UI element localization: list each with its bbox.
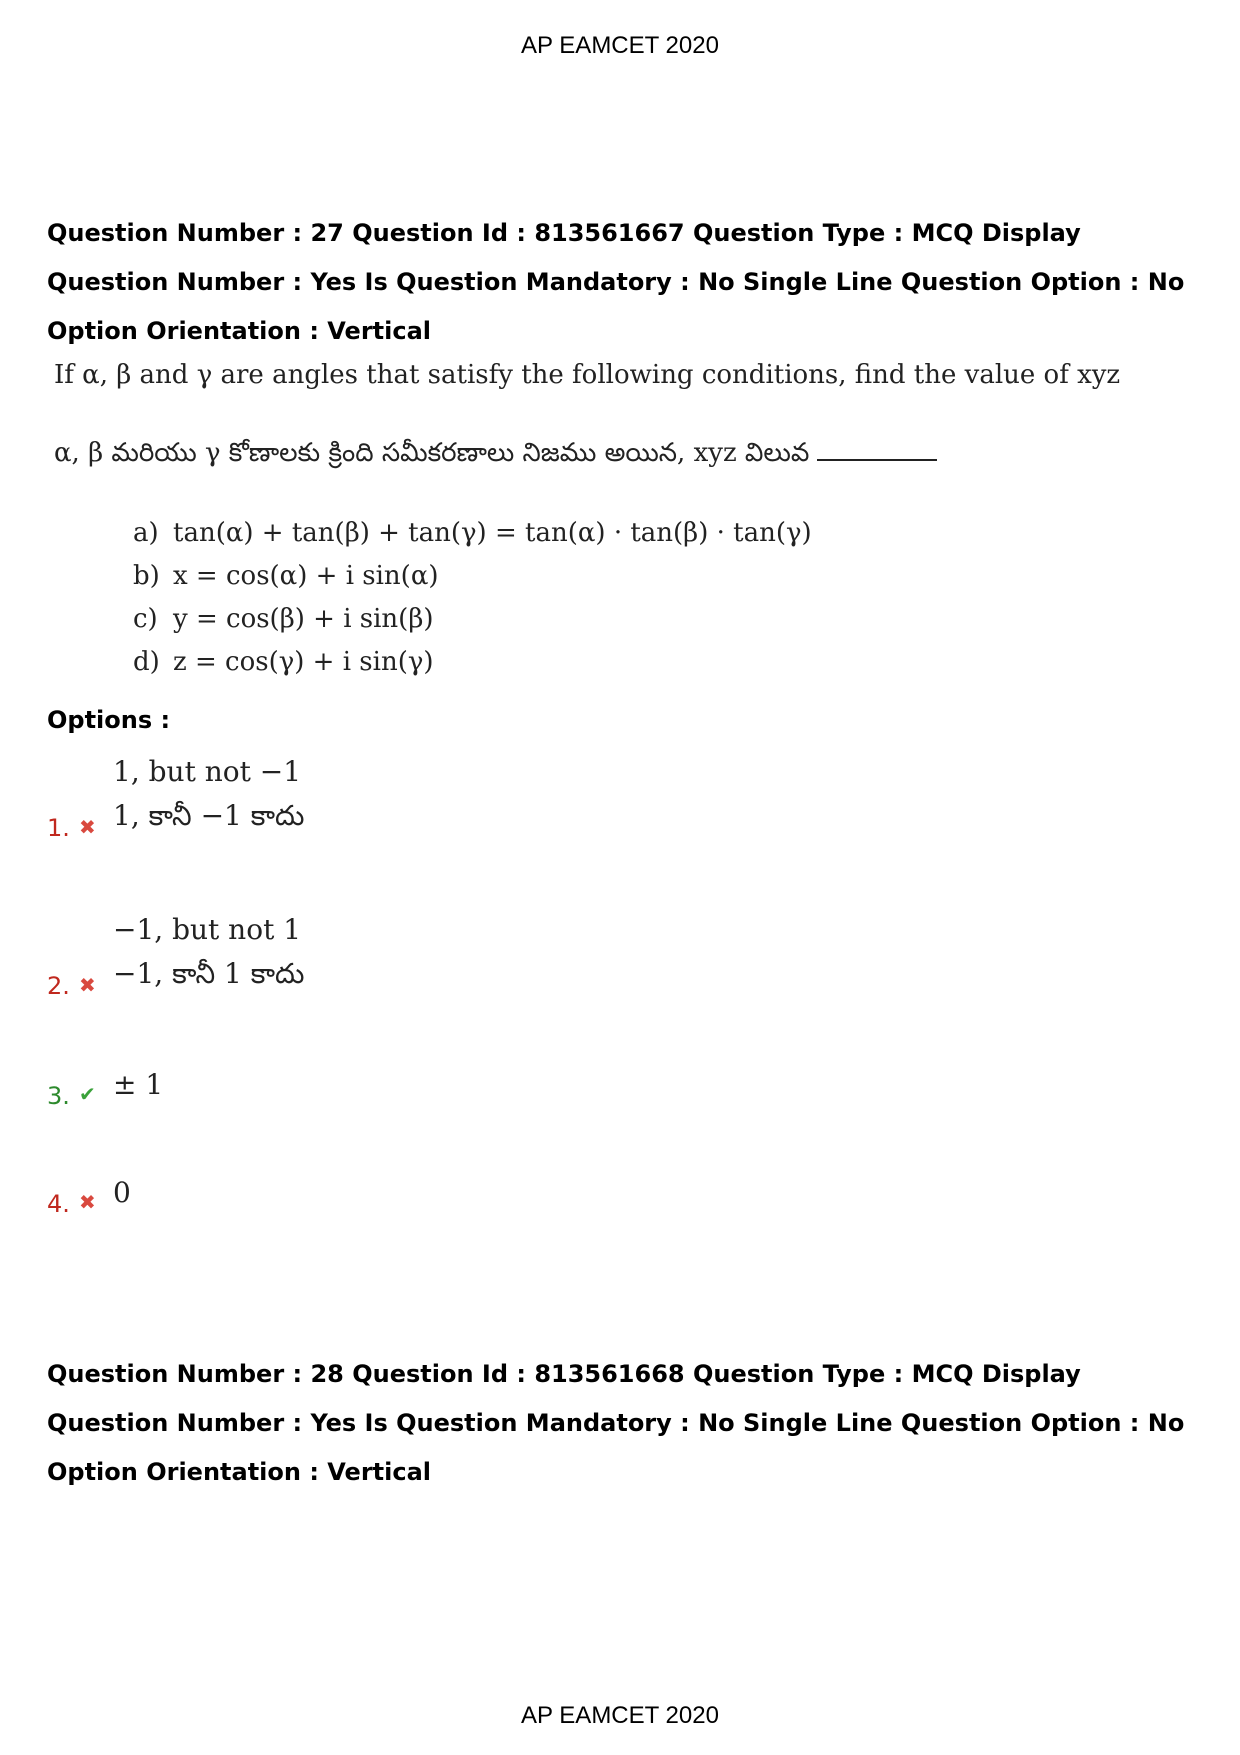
option-4-number: 4. [47, 1190, 70, 1218]
option-1-english: 1, but not −1 [113, 755, 302, 788]
condition-b [133, 555, 812, 598]
condition-text: y = cos(β) + i sin(β) [173, 604, 434, 634]
condition-letter: a) [133, 518, 159, 548]
question-27-conditions [133, 512, 812, 684]
option-2-english: −1, but not 1 [113, 913, 302, 946]
page-header: AP EAMCET 2020 [521, 32, 719, 59]
correct-mark-icon: ✔ [79, 1082, 96, 1106]
option-1-number: 1. [47, 814, 70, 842]
question-27-telugu-label: α, β మరియు γ కోణాలకు క్రింది సమీకరణాలు నిజము అయిన, xyz విలువ [54, 438, 810, 468]
option-2-number: 2. [47, 972, 70, 1000]
question-27-text-telugu [54, 438, 937, 474]
condition-a [133, 512, 812, 555]
wrong-mark-icon: ✖ [79, 1190, 96, 1214]
condition-text: tan(α) + tan(β) + tan(γ) = tan(α) · tan(β) · tan(γ) [173, 518, 812, 548]
condition-letter: b) [133, 561, 160, 591]
answer-blank [817, 458, 937, 461]
wrong-mark-icon: ✖ [79, 815, 96, 839]
condition-text: x = cos(α) + i sin(α) [173, 561, 439, 591]
condition-text: z = cos(γ) + i sin(γ) [173, 647, 434, 677]
option-3-english: ± 1 [113, 1068, 164, 1101]
options-label: Options : [47, 706, 171, 734]
condition-letter: d) [133, 647, 160, 677]
question-27-metadata: Question Number : 27 Question Id : 813561667 Question Type : MCQ Display Question Number : Yes Is Question Mandatory : No Single Line Question Option : No Option Orientation : Vertical [47, 219, 1185, 345]
condition-d [133, 641, 812, 684]
question-28-metadata: Question Number : 28 Question Id : 813561668 Question Type : MCQ Display Question Number : Yes Is Question Mandatory : No Single Line Question Option : No Option Orientation : Vertical [47, 1360, 1185, 1486]
option-4-english: 0 [113, 1176, 131, 1209]
option-3-number: 3. [47, 1082, 70, 1110]
option-1-telugu: 1, కానీ −1 కాదు [113, 799, 305, 832]
option-2-telugu: −1, కానీ 1 కాదు [113, 957, 305, 990]
condition-letter: c) [133, 604, 158, 634]
page-footer: AP EAMCET 2020 [521, 1702, 719, 1729]
wrong-mark-icon: ✖ [79, 973, 96, 997]
condition-c [133, 598, 812, 641]
question-27-text-english: If α, β and γ are angles that satisfy the following conditions, find the value of xyz [54, 360, 1121, 390]
